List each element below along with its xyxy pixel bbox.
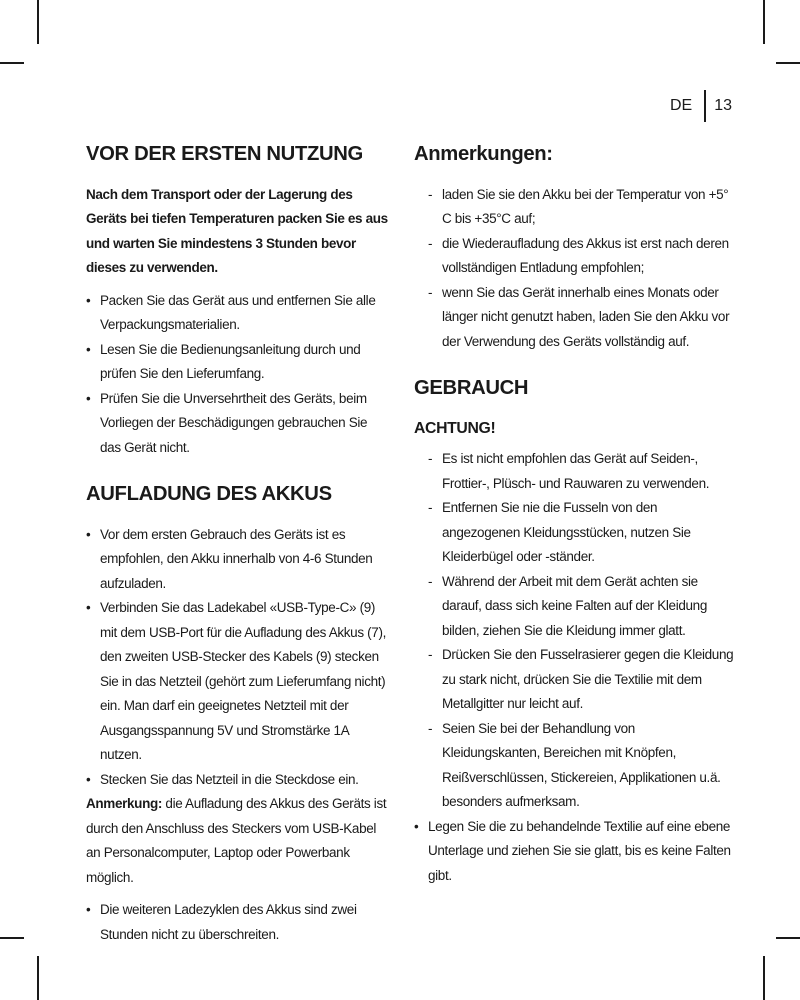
list-item: - laden Sie sie den Akku bei der Temperatur von +5° C bis +35°C auf; xyxy=(426,183,734,232)
list-item: - Seien Sie bei der Behandlung von Kleidungskanten, Bereichen mit Knöpfen, Reißverschlüssen, Stickereien, Applikationen u.ä. besonders aufmerksam. xyxy=(426,717,734,815)
warning-title: ACHTUNG! xyxy=(414,419,496,437)
crop-mark-bottom-right-horizontal xyxy=(776,937,800,939)
list-item: • Die weiteren Ladezyklen des Akkus sind zwei Stunden nicht zu überschreiten. xyxy=(86,898,391,947)
list-item: - Drücken Sie den Fusselrasierer gegen die Kleidung zu stark nicht, drücken Sie die Textilie mit dem Metallgitter nur leicht auf. xyxy=(426,643,734,717)
list-item: - Es ist nicht empfohlen das Gerät auf Seiden-, Frottier-, Plüsch- und Rauwaren zu verwenden. xyxy=(426,447,734,496)
crop-mark-bottom-right-vertical xyxy=(763,956,765,1000)
warning-list xyxy=(414,447,734,815)
charging-note xyxy=(86,792,391,890)
list-item: - wenn Sie das Gerät innerhalb eines Monats oder länger nicht genutzt haben, laden Sie den Akku vor der Verwendung des Geräts vollständig auf. xyxy=(426,281,734,355)
page-number: 13 xyxy=(714,97,732,114)
crop-mark-top-left-vertical xyxy=(37,0,39,44)
language-code: DE xyxy=(669,97,693,114)
list-item: • Verbinden Sie das Ladekabel «USB-Type-C» (9) mit dem USB-Port für die Aufladung des Akkus (7), den zweiten USB-Stecker des Kabels (9) stecken Sie in das Netzteil (gehört zum Lieferumfang nicht) ein. Man darf ein geeignetes Netzteil mit der Ausgangsspannung 5V und Stromstärke 1A nutzen. xyxy=(86,596,391,768)
charging-cycle-list xyxy=(86,898,391,947)
list-item: - Während der Arbeit mit dem Gerät achten sie darauf, dass sich keine Falten auf der Kleidung bilden, ziehen Sie die Kleidung immer glatt. xyxy=(426,570,734,644)
list-item: - Entfernen Sie nie die Fusseln von den angezogenen Kleidungsstücken, nutzen Sie Kleiderbügel oder -ständer. xyxy=(426,496,734,570)
list-item: • Prüfen Sie die Unversehrtheit des Geräts, beim Vorliegen der Beschädigungen gebrauchen Sie das Gerät nicht. xyxy=(86,387,391,461)
right-column xyxy=(414,140,734,888)
section-title-first-use: VOR DER ERSTEN NUTZUNG xyxy=(86,143,363,165)
note-text: die Aufladung des Akkus des Geräts ist durch den Anschluss des Steckers vom USB-Kabel an Personalcomputer, Laptop oder Powerbank möglich. xyxy=(86,796,387,885)
notes-list xyxy=(414,183,734,355)
page-header xyxy=(670,90,732,122)
usage-list xyxy=(414,815,734,889)
crop-mark-top-right-horizontal xyxy=(776,62,800,64)
header-divider xyxy=(704,90,706,122)
charging-list xyxy=(86,523,391,793)
notes-title: Anmerkungen: xyxy=(414,143,553,165)
section-title-charging: AUFLADUNG DES AKKUS xyxy=(86,483,332,505)
list-item: • Legen Sie die zu behandelnde Textilie auf eine ebene Unterlage und ziehen Sie sie glatt, bis es keine Falten gibt. xyxy=(414,815,734,889)
crop-mark-top-right-vertical xyxy=(763,0,765,44)
first-use-intro: Nach dem Transport oder der Lagerung des Geräts bei tiefen Temperaturen packen Sie es aus und warten Sie mindestens 3 Stunden bevor dieses zu verwenden. xyxy=(86,186,388,275)
note-label: Anmerkung: xyxy=(86,796,163,811)
list-item: • Vor dem ersten Gebrauch des Geräts ist es empfohlen, den Akku innerhalb von 4-6 Stunden aufzuladen. xyxy=(86,523,391,597)
list-item: • Lesen Sie die Bedienungsanleitung durch und prüfen Sie den Lieferumfang. xyxy=(86,338,391,387)
first-use-list xyxy=(86,289,391,461)
list-item: • Packen Sie das Gerät aus und entfernen Sie alle Verpackungsmaterialien. xyxy=(86,289,391,338)
crop-mark-bottom-left-horizontal xyxy=(0,937,24,939)
left-column xyxy=(86,140,391,947)
list-item: • Stecken Sie das Netzteil in die Steckdose ein. xyxy=(86,768,391,793)
crop-mark-top-left-horizontal xyxy=(0,62,24,64)
list-item: - die Wiederaufladung des Akkus ist erst nach deren vollständigen Entladung empfohlen; xyxy=(426,232,734,281)
section-title-usage: GEBRAUCH xyxy=(414,377,529,399)
crop-mark-bottom-left-vertical xyxy=(37,956,39,1000)
